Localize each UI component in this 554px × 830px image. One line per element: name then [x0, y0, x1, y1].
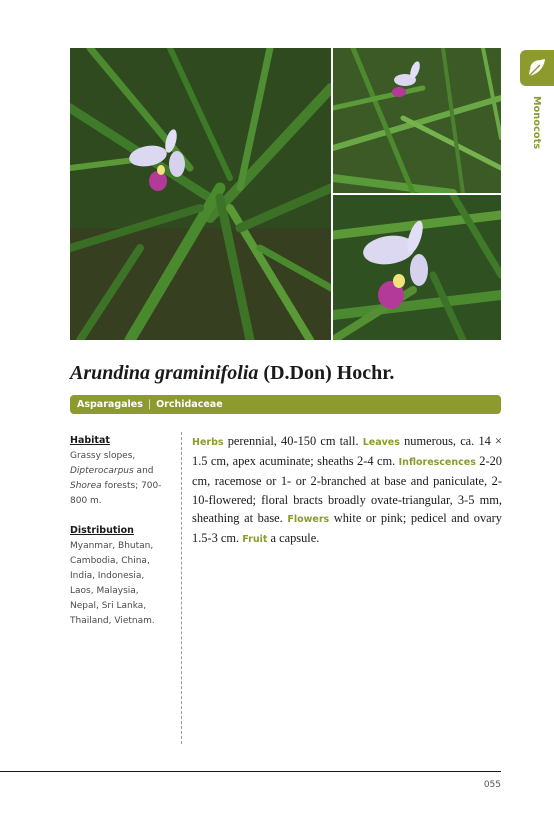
- habitat-genus: Dipterocarpus: [70, 466, 134, 476]
- side-tab: [520, 50, 554, 86]
- photo-bottom-right: [333, 195, 501, 340]
- habitat-heading: Habitat: [70, 435, 110, 446]
- photo-main: [70, 48, 331, 340]
- description: [192, 432, 502, 549]
- species-name: Arundina graminifolia: [70, 362, 259, 384]
- leaves-text: numerous, ca. 14 × 1.5 cm, apex acuminate; sheaths 2-4 cm.: [192, 434, 502, 469]
- flowers-label: Flowers: [287, 513, 330, 525]
- habitat-part: and: [133, 466, 154, 476]
- inflorescences-label: Inflorescences: [398, 457, 476, 469]
- page-number: 055: [483, 780, 501, 790]
- habitat-part: Grassy slopes,: [70, 451, 136, 461]
- taxonomy-band: [70, 395, 501, 414]
- order-name: Asparagales: [77, 399, 143, 410]
- flower-photo-top-right: [333, 48, 501, 193]
- habitat-genus: Shorea: [70, 481, 102, 491]
- inflorescences-text: 2-20 cm, racemose or 1- or 2-branched at base and paniculate, 2-10-flowered; floral bracts broadly ovate-triangular, 3-5 mm, sheathing at base.: [192, 454, 502, 525]
- herbs-text: perennial, 40-150 cm tall.: [223, 434, 363, 448]
- taxonomy-separator: |: [147, 399, 152, 410]
- column-divider: [181, 432, 182, 744]
- leaf-icon: [526, 56, 548, 80]
- flower-photo-main: [70, 48, 331, 340]
- species-authority: (D.Don) Hochr.: [263, 362, 395, 384]
- distribution-text: Myanmar, Bhutan, Cambodia, China, India, Indonesia, Laos, Malaysia, Nepal, Sri Lanka, Thailand, Vietnam.: [70, 541, 155, 626]
- habitat-part: forests; 700-800 m.: [70, 481, 162, 506]
- flowers-text: white or pink; pedicel and ovary 1.5-3 cm.: [192, 510, 502, 546]
- flower-photo-bottom-right: [333, 195, 501, 340]
- family-name: Orchidaceae: [156, 399, 223, 410]
- herbs-label: Herbs: [192, 437, 224, 448]
- photo-top-right: [333, 48, 501, 193]
- distribution-heading: Distribution: [70, 525, 134, 536]
- leaves-label: Leaves: [362, 437, 400, 448]
- sidebar: [70, 433, 170, 643]
- habitat-text: [70, 449, 170, 509]
- footer-rule: [0, 771, 501, 772]
- fruit-label: Fruit: [242, 534, 268, 546]
- fruit-text: a capsule.: [267, 531, 320, 546]
- section-label: Monocots: [531, 96, 542, 150]
- species-title: [70, 362, 510, 385]
